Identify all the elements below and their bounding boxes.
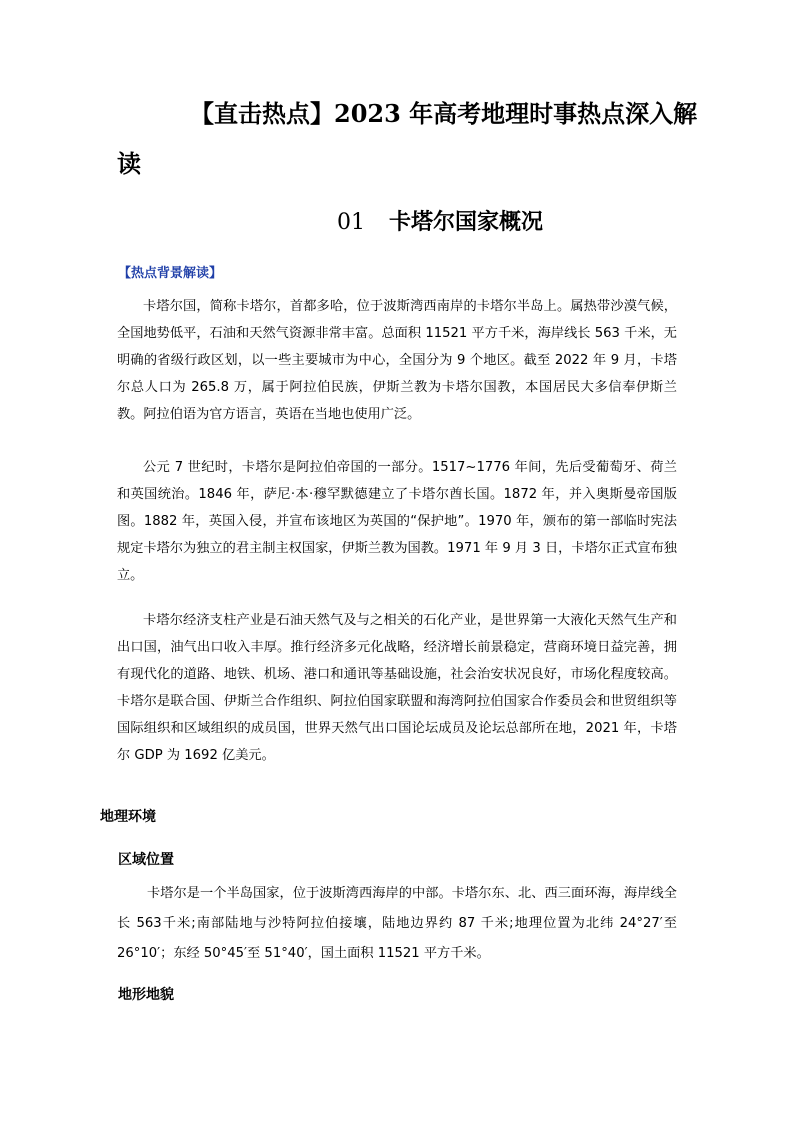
section-title: [337, 205, 543, 236]
paragraph-overview: 卡塔尔国，简称卡塔尔，首都多哈，位于波斯湾西南岸的卡塔尔半岛上。属热带沙漠气候，全国地势低平，石油和天然气资源非常丰富。总面积 11521 平方千米，海岸线长 563 千米，无明确的省级行政区划，以一些主要城市为中心，全国分为 9 个地区。截至 2022 年 9 月，卡塔尔总人口为 265.8 万，属于阿拉伯民族，伊斯兰教为卡塔尔国教，本国居民大多信奉伊斯兰教。阿拉伯语为官方语言，英语在当地也使用广泛。: [117, 299, 677, 422]
document-title-line2: 读: [117, 149, 141, 178]
section-number: 01: [337, 210, 365, 235]
document-title-line1: 【直击热点】2023 年高考地理时事热点深入解: [190, 99, 698, 128]
heading-region: 区域位置: [118, 852, 174, 868]
heading-geography: 地理环境: [100, 809, 156, 825]
paragraph-region: 卡塔尔是一个半岛国家，位于波斯湾西海岸的中部。卡塔尔东、北、西三面环海，海岸线全长 563千米;南部陆地与沙特阿拉伯接壤，陆地边界约 87 千米;地理位置为北纬 24°27′至 26°10′；东经 50°45′至 51°40′，国土面积 11521 平方千米。: [117, 886, 677, 961]
section-title-text: 卡塔尔国家概况: [389, 209, 544, 235]
paragraph-history: 公元 7 世纪时，卡塔尔是阿拉伯帝国的一部分。1517~1776 年间，先后受葡萄牙、荷兰和英国统治。1846 年，萨尼·本·穆罕默德建立了卡塔尔酋长国。1872 年，并入奥斯曼帝国版图。1882 年，英国入侵，并宣布该地区为英国的“保护地”。1970 年，颁布的第一部临时宪法规定卡塔尔为独立的君主制主权国家，伊斯兰教为国教。1971 年 9 月 3 日，卡塔尔正式宣布独立。: [117, 460, 677, 583]
hot-topic-tag: 【热点背景解读】: [118, 266, 223, 281]
paragraph-economy: 卡塔尔经济支柱产业是石油天然气及与之相关的石化产业，是世界第一大液化天然气生产和出口国，油气出口收入丰厚。推行经济多元化战略，经济增长前景稳定，营商环境日益完善，拥有现代化的道路、地铁、机场、港口和通讯等基础设施，社会治安状况良好，市场化程度较高。卡塔尔是联合国、伊斯兰合作组织、阿拉伯国家联盟和海湾阿拉伯国家合作委员会和世贸组织等国际组织和区域组织的成员国，世界天然气出口国论坛成员及论坛总部所在地，2021 年，卡塔尔 GDP 为 1692 亿美元。: [117, 613, 677, 763]
heading-terrain: 地形地貌: [118, 987, 174, 1003]
